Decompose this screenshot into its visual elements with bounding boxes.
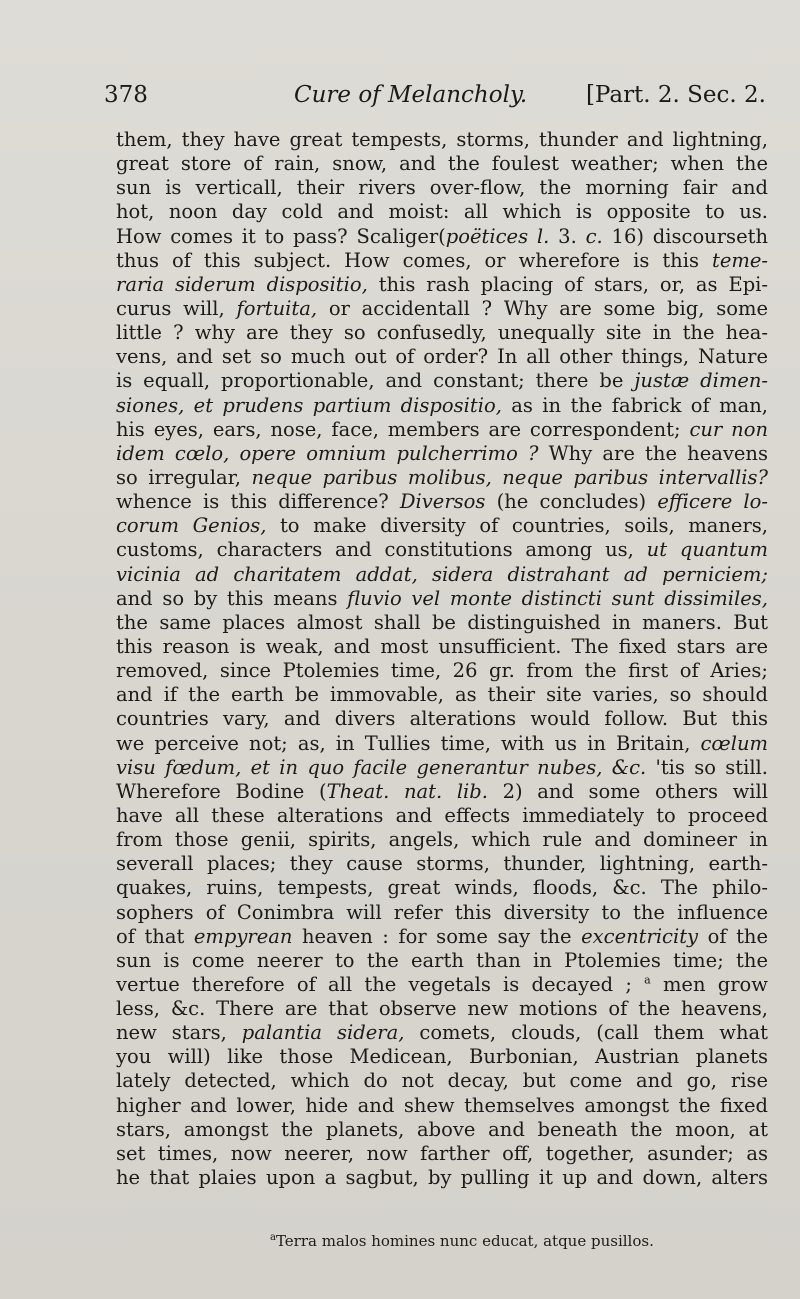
text-line (116, 973, 768, 997)
text-line (116, 200, 768, 224)
text-span: from those genii, spirits, angels, which rule and domineer in (116, 828, 768, 852)
text-span: hot, noon day cold and moist: all which is opposite to us. (116, 200, 768, 224)
text-span: of that (116, 924, 194, 948)
text-span: countries vary, and divers alterations would follow. But this (116, 707, 768, 731)
italic-span: fluvio vel monte distincti sunt dissimiles, (347, 586, 768, 610)
text-span: and if the earth be immovable, as their site varies, so should (116, 683, 768, 707)
italic-span: cur non (689, 417, 768, 441)
running-title: Cure of Melancholy. (294, 82, 528, 108)
footnote (270, 1227, 654, 1252)
text-span: is equall, proportionable, and constant; there be (116, 369, 635, 393)
text-span: he that plaies upon a sagbut, by pulling it up and down, alters (116, 1166, 768, 1190)
section-reference: [Part. 2. Sec. 2. (585, 82, 766, 108)
italic-span: idem cœlo, opere omnium pulcherrimo ? (116, 441, 539, 465)
text-span: customs, characters and constitutions among us, (116, 538, 647, 562)
italic-span: corum Genios, (116, 514, 267, 538)
italic-span: excentricity (581, 924, 699, 948)
text-line (116, 901, 768, 925)
text-span: 2) and some others will (487, 779, 768, 803)
text-line (116, 273, 768, 297)
italic-span: cœlum (700, 731, 768, 755)
text-span: the same places almost shall be distinguished in maners. But (116, 610, 768, 634)
text-span: new stars, (116, 1021, 242, 1045)
italic-span: visu fœdum, et in quo facile generantur nubes, &c. (116, 755, 647, 779)
italic-span: ut quantum (646, 538, 768, 562)
text-span: thus of this subject. How comes, or wherefore is this (116, 248, 712, 272)
text-span: and so by this means (116, 586, 348, 610)
text-line (116, 587, 768, 611)
italic-span: efficere lo- (657, 490, 768, 514)
text-span: have all these alterations and effects immediately to proceed (116, 803, 768, 827)
text-span: of the (698, 924, 768, 948)
text-line (116, 369, 768, 393)
text-line (116, 732, 768, 756)
text-line (116, 321, 768, 345)
italic-span: Theat. nat. lib. (326, 779, 488, 803)
footnote-reference: a (644, 973, 651, 987)
text-span: vens, and set so much out of order? In all other things, Nature (116, 345, 768, 369)
italic-span: poëtices l. (445, 224, 550, 248)
text-line (116, 1021, 768, 1045)
text-line (116, 152, 768, 176)
text-line (116, 418, 768, 442)
text-line (116, 635, 768, 659)
text-span: 'tis so still. (646, 755, 768, 779)
text-span: set times, now neerer, now farther off, together, asunder; as (116, 1141, 768, 1165)
text-line (116, 514, 768, 538)
text-line (116, 1045, 768, 1069)
text-span: vertue therefore of all the vegetals is decayed ; (116, 972, 645, 996)
text-span: removed, since Ptolemies time, 26 gr. from the first of Aries; (116, 659, 768, 683)
text-span: (he concludes) (485, 490, 658, 514)
body-text (116, 128, 768, 1190)
text-line (116, 683, 768, 707)
text-line (116, 1094, 768, 1118)
text-line (116, 756, 768, 780)
text-span: to make diversity of countries, soils, maners, (266, 514, 768, 538)
text-span: this rash placing of stars, or, as Epi- (367, 272, 768, 296)
text-line (116, 804, 768, 828)
text-line (116, 852, 768, 876)
italic-span: c. (585, 224, 603, 248)
text-line (116, 925, 768, 949)
text-line (116, 394, 768, 418)
text-line (116, 490, 768, 514)
text-span: Wherefore Bodine ( (116, 779, 327, 803)
text-span: them, they have great tempests, storms, thunder and lightning, (116, 128, 768, 151)
footnote-text: Terra malos homines nunc educat, atque pusillos. (275, 1232, 654, 1250)
text-span: great store of rain, snow, and the foulest weather; when the (116, 152, 768, 176)
italic-span: palantia sidera, (241, 1021, 405, 1045)
page-header (104, 78, 766, 112)
text-line (116, 538, 768, 562)
text-span: 16) discourseth (602, 224, 768, 248)
text-span: stars, amongst the planets, above and beneath the moon, at (116, 1117, 768, 1141)
italic-span: justæ dimen- (634, 369, 768, 393)
text-line (116, 225, 768, 249)
text-line (116, 949, 768, 973)
text-line (116, 128, 768, 152)
italic-span: vicinia ad charitatem addat, sidera distrahant ad perniciem; (116, 562, 768, 586)
text-span: severall places; they cause storms, thunder, lightning, earth- (116, 852, 768, 876)
italic-span: siones, et prudens partium dispositio, (116, 393, 502, 417)
text-span: lately detected, which do not decay, but come and go, rise (116, 1069, 768, 1093)
text-span: How comes it to pass? Scaliger( (116, 224, 446, 248)
italic-span: neque paribus molibus, neque paribus intervallis? (251, 465, 768, 489)
italic-span: empyrean (193, 924, 293, 948)
footnote-marker: a (270, 1232, 276, 1243)
text-line (116, 876, 768, 900)
italic-span: teme- (712, 248, 768, 272)
page-number: 378 (104, 82, 148, 108)
text-line (116, 249, 768, 273)
text-line (116, 297, 768, 321)
text-line (116, 1118, 768, 1142)
text-line (116, 611, 768, 635)
text-span: this reason is weak, and most unsufficient. The fixed stars are (116, 634, 768, 658)
text-span: so irregular, (116, 465, 252, 489)
text-span: 3. (549, 224, 586, 248)
text-line (116, 1166, 768, 1190)
text-line (116, 780, 768, 804)
text-span: higher and lower, hide and shew themselves amongst the fixed (116, 1093, 768, 1117)
italic-span: Diversos (399, 490, 486, 514)
text-span: little ? why are they so confusedly, unequally site in the hea- (116, 321, 768, 345)
text-line (116, 563, 768, 587)
text-span: less, &c. There are that observe new motions of the heavens, (116, 997, 768, 1021)
text-line (116, 659, 768, 683)
text-line (116, 1069, 768, 1093)
text-span: or accidentall ? Why are some big, some (317, 296, 768, 320)
text-span: heaven : for some say the (292, 924, 582, 948)
text-line (116, 997, 768, 1021)
italic-span: raria siderum dispositio, (116, 272, 368, 296)
text-span: his eyes, ears, nose, face, members are correspondent; (116, 417, 690, 441)
italic-span: fortuita, (236, 296, 318, 320)
text-line (116, 828, 768, 852)
text-span: men grow (650, 972, 768, 996)
text-span: whence is this difference? (116, 490, 400, 514)
text-line (116, 466, 768, 490)
text-span: curus will, (116, 296, 237, 320)
text-span: you will) like those Medicean, Burbonian, Austrian planets (116, 1045, 768, 1069)
text-line (116, 707, 768, 731)
text-span: comets, clouds, (call them what (404, 1021, 768, 1045)
text-span: Why are the heavens (538, 441, 768, 465)
text-span: we perceive not; as, in Tullies time, with us in Britain, (116, 731, 701, 755)
text-line (116, 442, 768, 466)
text-span: sophers of Conimbra will refer this diversity to the influence (116, 900, 768, 924)
text-span: quakes, ruins, tempests, great winds, floods, &c. The philo- (116, 876, 768, 900)
text-line (116, 1142, 768, 1166)
text-span: sun is come neerer to the earth than in Ptolemies time; the (116, 948, 768, 972)
text-span: sun is verticall, their rivers over-flow, the morning fair and (116, 176, 768, 200)
text-line (116, 176, 768, 200)
text-line (116, 345, 768, 369)
text-span: as in the fabrick of man, (501, 393, 768, 417)
